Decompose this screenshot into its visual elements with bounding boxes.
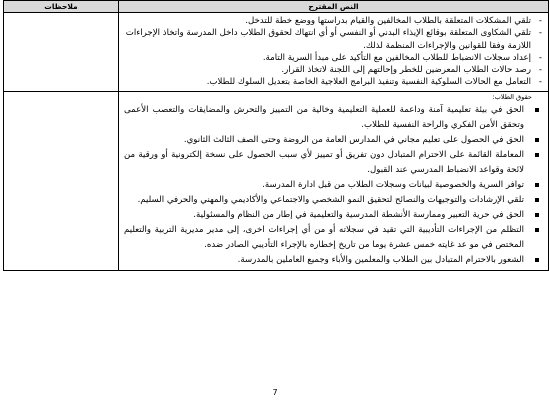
list-item: - تلقي الشكاوى المتعلقة بوقائع الإيذاء البدني أو النفسي أو أي انتهاك لحقوق الطلاب داخل المدرسة واتخاذ الإجراءات اللازمة وفقا للقوانين والإجراءات المنظمة لذلك. bbox=[125, 27, 544, 52]
list-item: الحق في بيئة تعليمية آمنة وداعمة للعملية التعليمية وخالية من التمييز والتحرش والمضايقات والتعصب الأعمى وتحقق الأمن الفكري والراحة النفسية للطلاب. bbox=[124, 103, 542, 133]
table-header-row bbox=[4, 1, 549, 13]
list-item: تلقي الإرشادات والتوجيهات والنصائح لتحقيق النمو الشخصي والاجتماعي والأكاديمي والمهني والحرفي السليم. bbox=[124, 193, 542, 208]
list-item: المعاملة القائمة على الاحترام المتبادل دون تفريق أو تمييز لأي سبب الحصول على نسخة إلكترونية أو ورقية من لائحة وقواعد الانضباط المدرسي عند القبول. bbox=[124, 148, 542, 178]
rights-list bbox=[119, 102, 548, 270]
list-item: توافر السرية والخصوصية لبيانات وسجلات الطلاب من قبل ادارة المدرسة. bbox=[124, 178, 542, 193]
table-row-duties bbox=[4, 13, 549, 92]
list-item: الشعور بالاحترام المتبادل بين الطلاب والمعلمين والأباء وجميع العاملين بالمدرسة. bbox=[124, 253, 542, 268]
list-item: التظلم من الإجراءات التأديبية التي تقيد في سجلاته أو من أي إجراءات اخرى، إلى مدير مديرية التربية والتعليم المختص في مو عد غايته خمس عشرة يوما من تاريخ إخطاره بالإجراء التأديبي الصادر ضده. bbox=[124, 223, 542, 253]
list-item: - رصد حالات الطلاب المعرضين للخطر وإحالتهم إلى اللجنة لاتخاذ القرار. bbox=[125, 64, 544, 76]
list-item: الحق في الحصول على تعليم مجاني في المدارس العامة من الروضة وحتى الصف الثالث الثانوي. bbox=[124, 133, 542, 148]
list-item: - التعامل مع الحالات السلوكية النفسية وتنفيذ البرامج العلاجية الخاصة بتعديل السلوك للطلاب. bbox=[125, 76, 544, 88]
duties-cell bbox=[119, 13, 549, 92]
page-number: 7 bbox=[272, 388, 278, 397]
proposal-table bbox=[3, 0, 549, 271]
list-item: الحق في حرية التعبير وممارسة الأنشطة المدرسية والتعليمية في إطار من النظام والمسئولية. bbox=[124, 208, 542, 223]
duties-list bbox=[119, 13, 548, 91]
list-item: - تلقي المشكلات المتعلقة بالطلاب المخالفين والقيام بدراستها ووضع خطة للتدخل. bbox=[125, 15, 544, 27]
rights-title: حقوق الطلاب: bbox=[492, 92, 532, 101]
rights-cell bbox=[119, 91, 549, 270]
header-notes: ملاحظات bbox=[4, 1, 119, 13]
duties-notes-cell bbox=[4, 13, 119, 92]
rights-notes-cell bbox=[4, 91, 119, 270]
list-item: - إعداد سجلات الانضباط للطلاب المخالفين مع التأكيد على مبدأ السرية التامة. bbox=[125, 52, 544, 64]
header-proposed-text: النص المقترح bbox=[119, 1, 549, 13]
table-row-rights bbox=[4, 91, 549, 270]
